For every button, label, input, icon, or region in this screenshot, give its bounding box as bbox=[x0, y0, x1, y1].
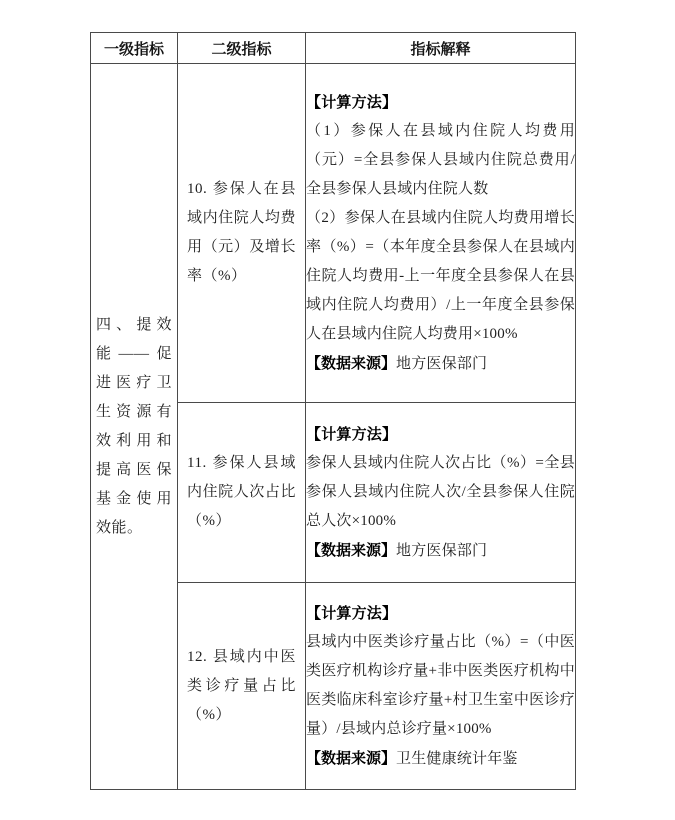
method-paragraph: （2）参保人在县域内住院人均费用增长率（%）=（本年度全县参保人在县域内住院人均费用-上一年度全县参保人在县域内住院人均费用）/上一年度全县参保人在县域内住院人均费用×100% bbox=[306, 209, 575, 342]
primary-indicator-text: 四、提效能——促进医疗卫生资源有效利用和提高医保基金使用效能。 bbox=[96, 316, 172, 536]
header-row bbox=[91, 33, 576, 64]
source-line bbox=[306, 349, 575, 379]
source-value: 地方医保部门 bbox=[396, 355, 488, 372]
secondary-indicator-cell-11 bbox=[178, 403, 306, 583]
method-label: 【计算方法】 bbox=[306, 425, 398, 443]
table-row-indicator-10 bbox=[91, 64, 576, 403]
header-indicator-explanation: 指标解释 bbox=[306, 33, 576, 64]
secondary-indicator-cell-12 bbox=[178, 583, 306, 790]
secondary-indicator-cell-10 bbox=[178, 64, 306, 403]
method-paragraph: 县域内中医类诊疗量占比（%）=（中医类医疗机构诊疗量+非中医类医疗机构中医类临床科室诊疗量+村卫生室中医诊疗量）/县域内总诊疗量×100% bbox=[306, 633, 575, 737]
primary-indicator-cell bbox=[91, 64, 178, 790]
source-line bbox=[306, 744, 575, 774]
explanation-cell-12 bbox=[306, 583, 576, 790]
source-label: 【数据来源】 bbox=[306, 749, 397, 767]
source-line bbox=[306, 536, 575, 566]
source-value: 地方医保部门 bbox=[396, 542, 488, 559]
source-value: 卫生健康统计年鉴 bbox=[396, 750, 518, 767]
method-label: 【计算方法】 bbox=[306, 93, 398, 111]
secondary-indicator-text-12: 12. 县域内中医类诊疗量占比（%） bbox=[187, 648, 296, 723]
source-label: 【数据来源】 bbox=[306, 354, 397, 372]
secondary-indicator-text-11: 11. 参保人县域内住院人次占比（%） bbox=[187, 455, 296, 529]
header-primary-indicator: 一级指标 bbox=[91, 33, 178, 64]
secondary-indicator-text-10: 10. 参保人在县域内住院人均费用（元）及增长率（%） bbox=[187, 181, 296, 284]
explanation-cell-10 bbox=[306, 64, 576, 403]
method-paragraph: （1）参保人在县域内住院人均费用（元）=全县参保人县域内住院总费用/全县参保人县域内住院人数 bbox=[306, 122, 575, 197]
header-secondary-indicator: 二级指标 bbox=[178, 33, 306, 64]
method-paragraph: 参保人县域内住院人次占比（%）=全县参保人县域内住院人次/全县参保人住院总人次×100% bbox=[306, 454, 575, 529]
indicator-table bbox=[90, 32, 576, 790]
table-header bbox=[91, 33, 576, 64]
method-label: 【计算方法】 bbox=[306, 604, 398, 622]
source-label: 【数据来源】 bbox=[306, 541, 397, 559]
explanation-cell-11 bbox=[306, 403, 576, 583]
